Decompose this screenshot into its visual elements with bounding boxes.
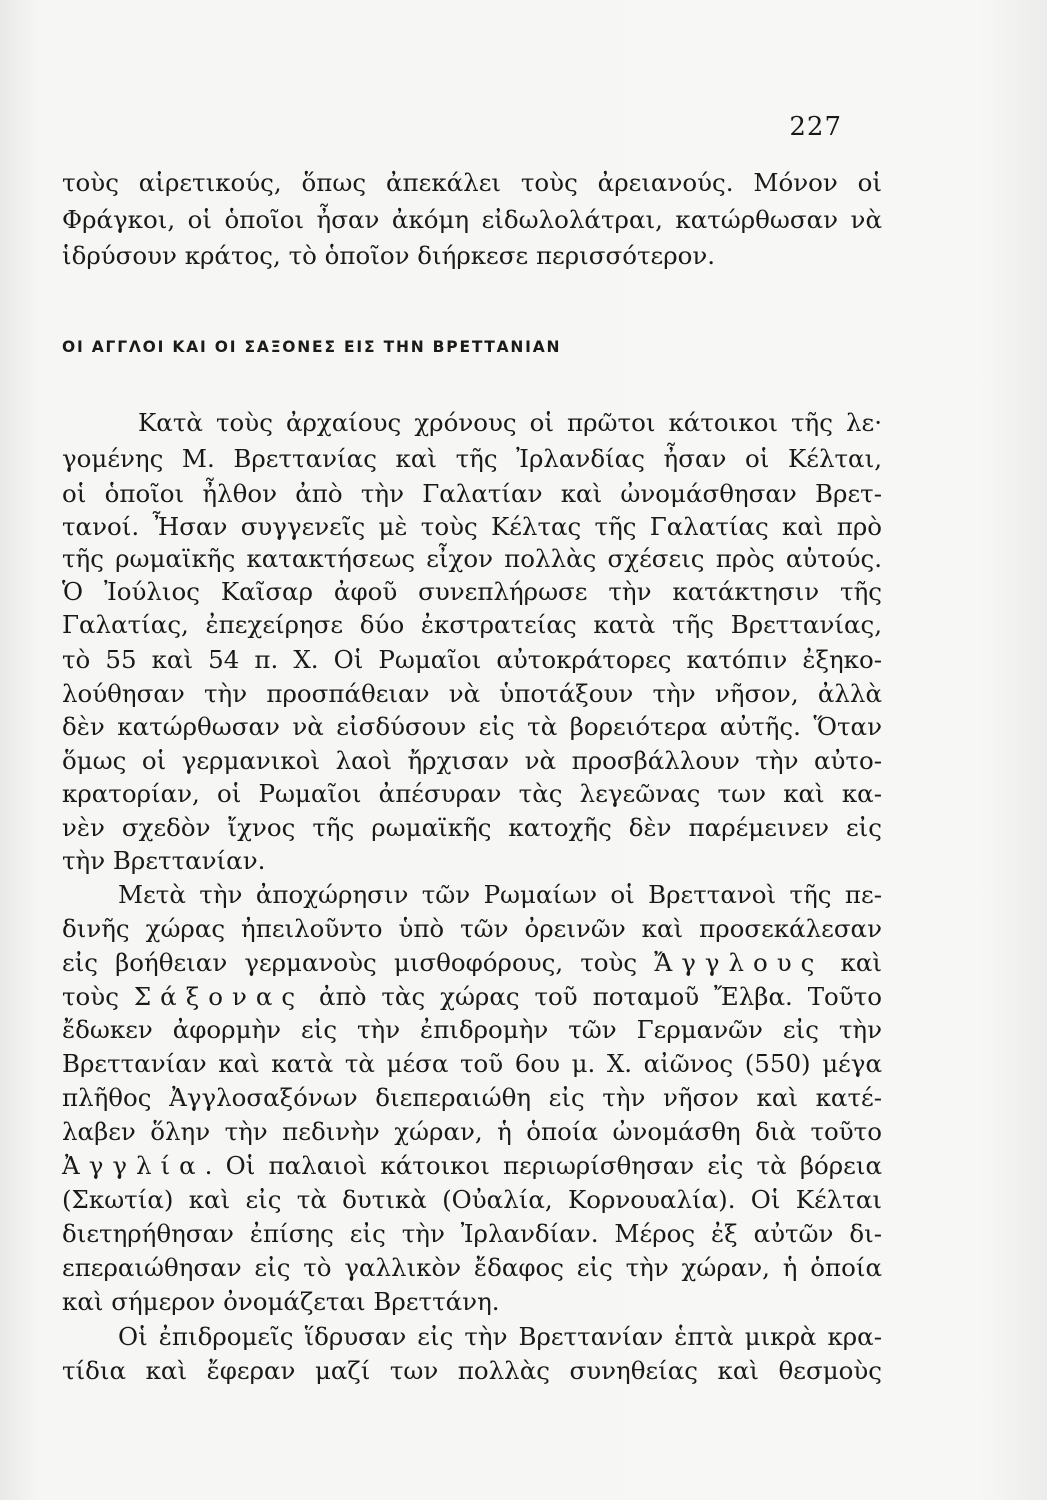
- text-line: δινῆς χώρας ἠπειλοῦντο ὑπὸ τῶν ὀρεινῶν καὶ προσεκάλεσαν: [62, 914, 882, 943]
- text-line: Μετὰ τὴν ἀποχώρησιν τῶν Ρωμαίων οἱ Βρεττανοὶ τῆς πε-: [118, 880, 882, 909]
- text-line: οἱ ὁποῖοι ἦλθον ἀπὸ τὴν Γαλατίαν καὶ ὠνομάσθησαν Βρετ-: [62, 479, 882, 508]
- text-segment: εἰς βοήθειαν γερμανοὺς μισθοφόρους, τοὺς: [62, 948, 655, 977]
- text-segment: καὶ: [823, 948, 882, 977]
- text-line: Φράγκοι, οἱ ὁποῖοι ἦσαν ἀκόμη εἰδωλολάτραι, κατώρθωσαν νὰ: [62, 205, 882, 234]
- text-line: Ὁ Ἰούλιος Καῖσαρ ἀφοῦ συνεπλήρωσε τὴν κατάκτησιν τῆς: [62, 577, 882, 606]
- text-line: τὴν Βρεττανίαν.: [62, 846, 266, 875]
- page-number: 227: [789, 112, 842, 142]
- text-segment: . Οἱ παλαιοὶ κάτοικοι περιωρίσθησαν εἰς τὰ βόρεια: [204, 1151, 882, 1180]
- section-heading: ΟΙ ΑΓΓΛΟΙ ΚΑΙ ΟΙ ΣΑΞΟΝΕΣ ΕΙΣ ΤΗΝ ΒΡΕΤΤΑΝΙΑΝ: [62, 338, 562, 356]
- text-line: [62, 982, 882, 1012]
- spaced-term-saxons: Σάξονας: [133, 982, 305, 1011]
- text-line: λούθησαν τὴν προσπάθειαν νὰ ὑποτάξουν τὴν νῆσον, ἀλλὰ: [62, 679, 882, 708]
- spaced-term-anglia: Ἀγγλία: [62, 1151, 205, 1180]
- text-line: Οἱ ἐπιδρομεῖς ἵδρυσαν εἰς τὴν Βρεττανίαν ἑπτὰ μικρὰ κρα-: [118, 1322, 882, 1351]
- text-segment: τοὺς: [62, 982, 134, 1011]
- text-line: κρατορίαν, οἱ Ρωμαῖοι ἀπέσυραν τὰς λεγεῶνας των καὶ κα-: [62, 779, 882, 808]
- text-line: Κατὰ τοὺς ἀρχαίους χρόνους οἱ πρῶτοι κάτοικοι τῆς λε·: [138, 408, 882, 437]
- text-line: νὲν σχεδὸν ἴχνος τῆς ρωμαϊκῆς κατοχῆς δὲν παρέμεινεν εἰς: [62, 813, 882, 842]
- text-line: καὶ σήμερον ὀνομάζεται Βρεττάνη.: [62, 1287, 500, 1316]
- text-line: (Σκωτία) καὶ εἰς τὰ δυτικὰ (Οὐαλία, Κορνουαλία). Οἱ Κέλται: [62, 1185, 882, 1214]
- text-line: [62, 1151, 882, 1181]
- text-line: τίδια καὶ ἔφεραν μαζί των πολλὰς συνηθείας καὶ θεσμοὺς: [62, 1356, 882, 1385]
- text-line: τοὺς αἱρετικούς, ὅπως ἀπεκάλει τοὺς ἀρειανούς. Μόνον οἱ: [62, 168, 882, 197]
- text-line: [62, 948, 882, 978]
- text-line: επεραιώθησαν εἰς τὸ γαλλικὸν ἔδαφος εἰς τὴν χώραν, ἡ ὁποία: [62, 1253, 882, 1282]
- text-line: τῆς ρωμαϊκῆς κατακτήσεως εἶχον πολλὰς σχέσεις πρὸς αὐτούς.: [62, 544, 882, 573]
- text-line: τανοί. Ἦσαν συγγενεῖς μὲ τοὺς Κέλτας τῆς Γαλατίας καὶ πρὸ: [62, 512, 882, 541]
- text-line: διετηρήθησαν ἐπίσης εἰς τὴν Ἰρλανδίαν. Μέρος ἐξ αὐτῶν δι-: [62, 1219, 882, 1248]
- spaced-term-angles: Ἄγγλους: [654, 948, 824, 977]
- text-line: ὅμως οἱ γερμανικοὶ λαοὶ ἤρχισαν νὰ προσβάλλουν τὴν αὐτο-: [62, 746, 882, 775]
- text-line: τὸ 55 καὶ 54 π. Χ. Οἱ Ρωμαῖοι αὐτοκράτορες κατόπιν ἐξηκο-: [62, 645, 882, 674]
- text-segment: ἀπὸ τὰς χώρας τοῦ ποταμοῦ Ἔλβα. Τοῦτο: [304, 982, 882, 1011]
- text-line: Βρεττανίαν καὶ κατὰ τὰ μέσα τοῦ 6ου μ. Χ. αἰῶνος (550) μέγα: [62, 1049, 882, 1078]
- text-line: δὲν κατώρθωσαν νὰ εἰσδύσουν εἰς τὰ βορειότερα αὐτῆς. Ὅταν: [62, 712, 882, 741]
- text-line: Γαλατίας, ἐπεχείρησε δύο ἐκστρατείας κατὰ τῆς Βρεττανίας,: [62, 610, 882, 639]
- text-line: ἱδρύσουν κράτος, τὸ ὁποῖον διήρκεσε περισσότερον.: [62, 241, 716, 270]
- text-line: πλῆθος Ἀγγλοσαξόνων διεπεραιώθη εἰς τὴν νῆσον καὶ κατέ-: [62, 1083, 882, 1112]
- text-line: ἔδωκεν ἀφορμὴν εἰς τὴν ἐπιδρομὴν τῶν Γερμανῶν εἰς τὴν: [62, 1015, 882, 1044]
- text-line: λαβεν ὅλην τὴν πεδινὴν χώραν, ἡ ὁποία ὠνομάσθη διὰ τοῦτο: [62, 1117, 882, 1146]
- text-line: γομένης Μ. Βρεττανίας καὶ τῆς Ἰρλανδίας ἦσαν οἱ Κέλται,: [62, 444, 882, 473]
